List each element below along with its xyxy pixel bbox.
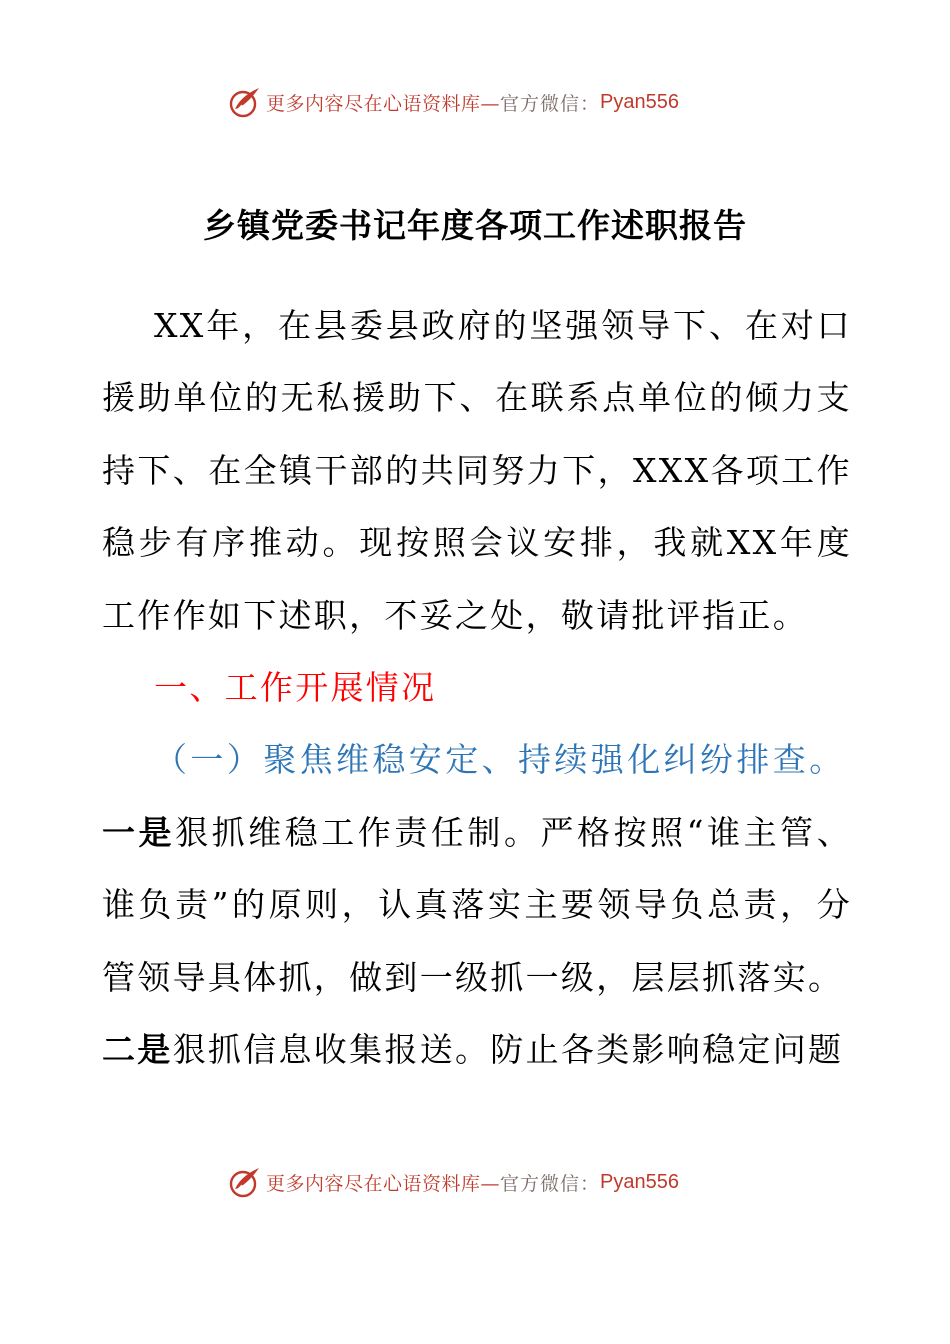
point-one-paragraph: [102, 797, 852, 1014]
banner-wechat-label: 官方微信：: [500, 1172, 601, 1195]
quill-pen-logo-icon: [228, 85, 262, 119]
document-title: 乡镇党委书记年度各项工作述职报告: [203, 206, 747, 245]
quill-pen-logo-icon: [228, 1165, 262, 1199]
banner-text: 更多内容尽在心语资料库—: [266, 1172, 501, 1195]
point-one-lead: 一是: [102, 812, 176, 852]
document-body: [102, 290, 852, 1086]
footer-watermark: [228, 1162, 679, 1202]
intro-paragraph: XX年，在县委县政府的坚强领导下、在对口援助单位的无私援助下、在联系点单位的倾力支持下、在全镇干部的共同努力下，XXX各项工作稳步有序推动。现按照会议安排，我就XX年度工作作如下述职，不妥之处，敬请批评指正。: [102, 306, 852, 635]
point-two-lead: 二是: [102, 1030, 173, 1070]
banner-wechat-id: Pyan556: [600, 1170, 679, 1193]
section-heading: 一、工作开展情况: [154, 668, 437, 708]
banner-wechat-label: 官方微信：: [500, 92, 601, 115]
banner-wechat-id: Pyan556: [600, 90, 679, 113]
subsection-heading: （一）聚焦维稳安定、持续强化纠纷排查。: [154, 740, 846, 780]
banner-text: 更多内容尽在心语资料库—: [266, 92, 501, 115]
point-one-text: 狠抓维稳工作责任制。严格按照“谁主管、谁负责”的原则，认真落实主要领导负总责，分管领导具体抓，做到一级抓一级，层层抓落实。: [102, 812, 852, 997]
header-watermark: [228, 82, 679, 122]
point-two-paragraph: [102, 1014, 852, 1086]
point-two-text: 狠抓信息收集报送。防止各类影响稳定问题: [172, 1030, 844, 1070]
